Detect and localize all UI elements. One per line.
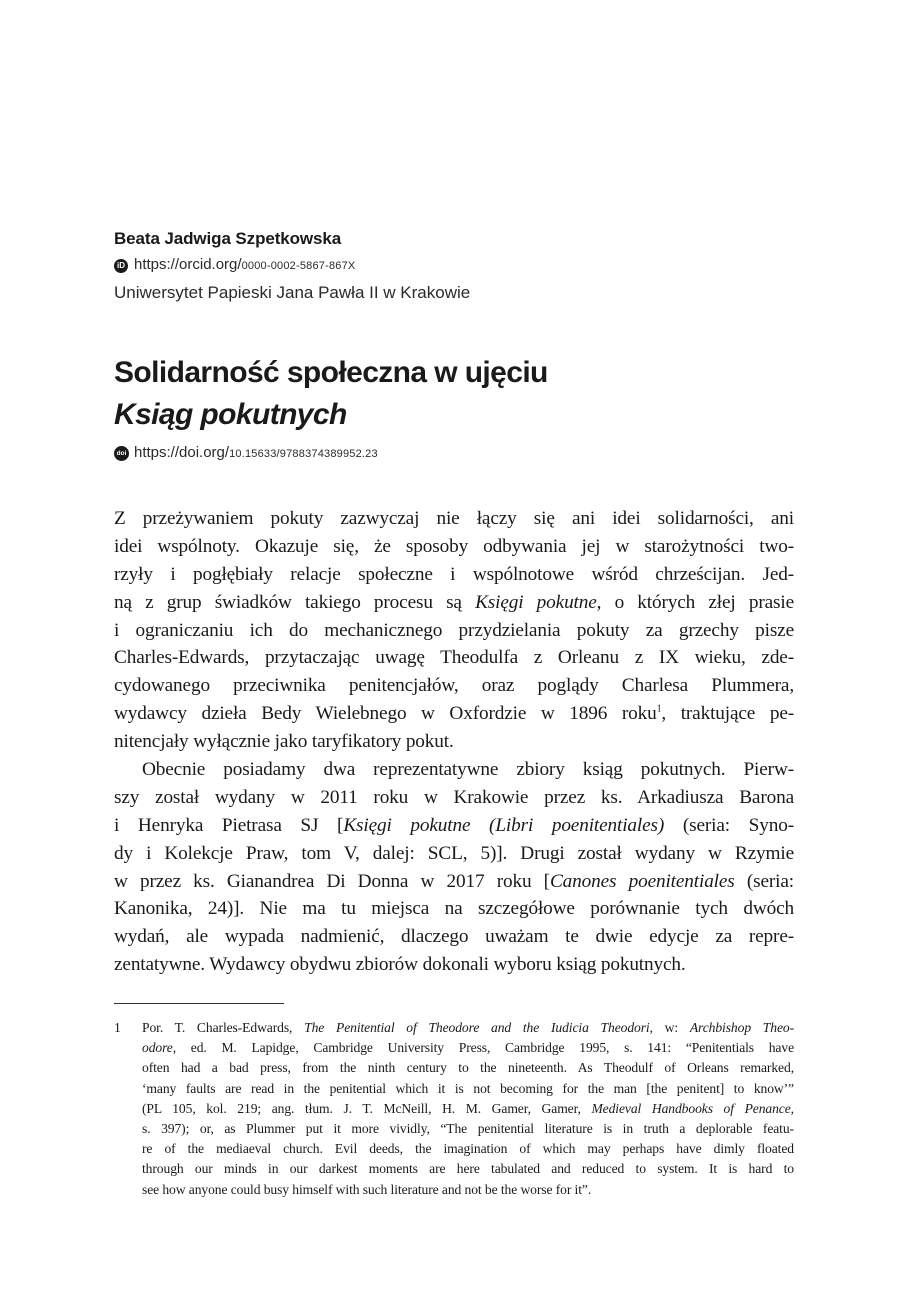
text-line: cydowanego przeciwnika penitencjałów, oraz poglądy Charlesa Plummera,	[114, 675, 794, 697]
text-run: , o których złej prasie	[596, 591, 794, 613]
footnote-reference[interactable]: 1	[656, 703, 662, 715]
author-block	[114, 226, 794, 307]
italic-title: Archbishop Theo-	[689, 1020, 795, 1035]
text-run: see how anyone could busy himself with such literature and not be the worse for it”.	[142, 1181, 592, 1197]
footnote-line	[142, 1018, 794, 1038]
text-run: (seria:	[734, 870, 794, 892]
text-line: szy został wydany w 2011 roku w Krakowie przez ks. Arkadiusza Barona	[114, 786, 794, 808]
orcid-prefix: https://orcid.org/	[134, 256, 242, 273]
text-line: rzyły i pogłębiały relacje społeczne i wspólnotowe wśród chrześcijan. Jed-	[114, 563, 794, 585]
footnote-line	[142, 1139, 794, 1159]
text-line: dy i Kolekcje Praw, tom V, dalej: SCL, 5)]. Drugi został wydany w Rzymie	[114, 842, 794, 864]
doi-line	[114, 440, 814, 467]
author-name: Beata Jadwiga Szpetkowska	[114, 229, 342, 248]
italic-title: odore	[142, 1040, 173, 1056]
text-line: idei wspólnoty. Okazuje się, że sposoby odbywania jej w starożytności two-	[114, 535, 794, 557]
text-run: Por. T. Charles-Edwards,	[142, 1020, 305, 1035]
text-line	[114, 868, 794, 896]
text-run: , traktujące pe-	[661, 703, 794, 725]
text-line: nitencjały wyłącznie jako taryfikatory pokut.	[114, 731, 454, 753]
text-line: Kanonika, 24)]. Nie ma tu miejsca na szczegółowe porównanie tych dwóch	[114, 898, 794, 920]
text-line: zentatywne. Wydawcy obydwu zbiorów dokonali wyboru ksiąg pokutnych.	[114, 954, 686, 976]
text-line: i ograniczaniu ich do mechanicznego przydzielania pokuty za grzechy pisze	[114, 619, 794, 641]
text-run: ną z grup świadków takiego procesu są	[114, 591, 476, 613]
italic-title: Medieval Handbooks of Penance	[591, 1100, 791, 1116]
text-run: i Henryka Pietrasa SJ [	[114, 814, 344, 836]
footnote-line	[142, 1038, 794, 1058]
text-line	[114, 589, 794, 617]
text-run: through our minds in our darkest moments are here tabulated and reduced to system. It is hard to	[142, 1161, 794, 1177]
footnote-body	[142, 1018, 794, 1200]
doi-link[interactable]	[134, 440, 378, 467]
footnote-line	[142, 1079, 794, 1099]
footnote-number: 1	[114, 1020, 121, 1035]
italic-title: The Penitential of Theodore and the Iudicia Theodori	[304, 1020, 650, 1035]
title-block	[114, 352, 814, 467]
text-line: Z przeżywaniem pokuty zazwyczaj nie łączy się ani idei solidarności, ani	[114, 508, 794, 529]
text-run: , ed. M. Lapidge, Cambridge University Press, Cambridge 1995, s. 141: “Penitentials have	[172, 1040, 794, 1056]
doi-icon: doi	[114, 446, 129, 461]
text-line	[114, 812, 794, 840]
doi-prefix: https://doi.org/	[134, 444, 230, 461]
text-line: Obecnie posiadamy dwa reprezentatywne zbiory ksiąg pokutnych. Pierw-	[142, 759, 794, 781]
italic-title: Księgi pokutne (Libri poenitentiales)	[343, 814, 665, 836]
body-text	[114, 505, 794, 979]
doi-id: 10.15633/9788374389952.23	[229, 448, 378, 460]
footnote-line	[142, 1099, 794, 1119]
footnote-line	[142, 1058, 794, 1078]
orcid-id: 0000-0002-5867-867X	[241, 260, 356, 272]
orcid-link[interactable]	[134, 252, 355, 279]
text-run: (PL 105, kol. 219; ang. tłum. J. T. McNeill, H. M. Gamer, Gamer,	[142, 1100, 592, 1116]
text-run: s. 397); or, as Plummer put it more vividly, “The penitential literature is in truth a deplorable featu-	[142, 1120, 794, 1136]
title-line-2: Ksiąg pokutnych	[114, 398, 347, 431]
text-run: , w:	[649, 1020, 690, 1035]
affiliation: Uniwersytet Papieski Jana Pawła II w Krakowie	[114, 283, 471, 302]
title-line-1: Solidarność społeczna w ujęciu	[114, 356, 548, 389]
paragraph-2	[114, 756, 794, 979]
italic-title: Canones poenitentiales	[549, 870, 735, 892]
orcid-icon: iD	[114, 259, 128, 273]
text-run: ‘many faults are read in the penitential which it is not becoming for the man [the penitent] to know’”	[142, 1080, 794, 1096]
text-line	[114, 700, 794, 728]
text-line: Charles-Edwards, przytaczając uwagę Theodulfa z Orleanu z IX wieku, zde-	[114, 647, 794, 669]
text-run: w przez ks. Gianandrea Di Donna w 2017 roku [	[114, 870, 550, 892]
footnote-line	[142, 1159, 794, 1179]
footnote-rule	[114, 1003, 284, 1004]
text-run: (seria: Syno-	[664, 814, 794, 836]
text-run: often had a bad press, from the ninth century to the nineteenth. As Theodulf of Orleans remarked,	[142, 1060, 794, 1076]
text-run: ,	[790, 1100, 794, 1116]
text-run: re of the mediaeval church. Evil deeds, the imagination of which may perhaps have dimly floated	[142, 1141, 794, 1157]
footnote-line	[142, 1180, 794, 1200]
text-run: wydawcy dzieła Bedy Wielebnego w Oxfordzie w 1896 roku	[114, 703, 657, 725]
text-line: wydań, ale wypada nadmienić, dlaczego uważam te dwie edycje za repre-	[114, 926, 794, 948]
paragraph-1	[114, 505, 794, 756]
footnote-line	[142, 1119, 794, 1139]
italic-title: Księgi pokutne	[475, 591, 597, 613]
orcid-line	[114, 252, 794, 279]
